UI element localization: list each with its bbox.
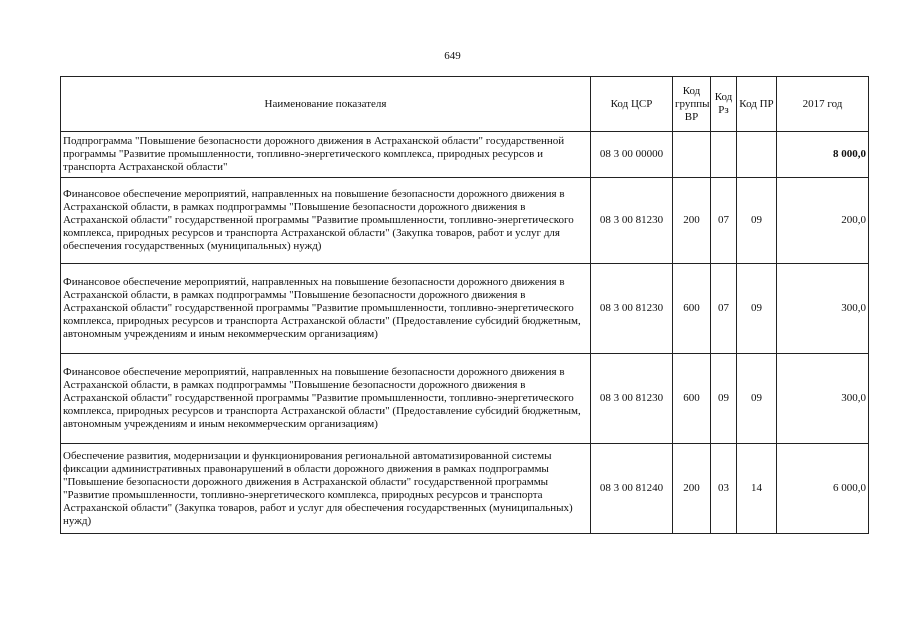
row-pr: 09 [737,264,777,354]
table-row [61,132,869,178]
row-csr: 08 3 00 81230 [591,264,673,354]
row-amount: 6 000,0 [777,444,869,534]
row-name: Подпрограмма "Повышение безопасности дорожного движения в Астраханской области" государственной программы "Развитие промышленности, топливно-энергетического комплекса, природных ресурсов и транспорта Астраханской области" [61,132,591,178]
row-pr [737,132,777,178]
row-name: Обеспечение развития, модернизации и функционирования региональной автоматизированной системы фиксации административных правонарушений в области дорожного движения в рамках подпрограммы "Повышение безопасности дорожного движения в Астраханской области" государственной программы "Развитие промышленности, топливно-энергетического комплекса, природных ресурсов и транспорта Астраханской области" (Закупка товаров, работ и услуг для обеспечения государственных (муниципальных) нужд) [61,444,591,534]
table-row [61,178,869,264]
header-csr: Код ЦСР [591,77,673,132]
row-vr [673,132,711,178]
table-header-row [61,77,869,132]
row-pr: 14 [737,444,777,534]
row-rz: 07 [711,178,737,264]
row-amount: 200,0 [777,178,869,264]
table-row [61,354,869,444]
row-pr: 09 [737,354,777,444]
row-csr: 08 3 00 81240 [591,444,673,534]
row-csr: 08 3 00 00000 [591,132,673,178]
row-name: Финансовое обеспечение мероприятий, направленных на повышение безопасности дорожного движения в Астраханской области, в рамках подпрограммы "Повышение безопасности дорожного движения в Астраханской области" государственной программы "Развитие промышленности, топливно-энергетического комплекса, природных ресурсов и транспорта Астраханской области" (Предоставление субсидий бюджетным, автономным учреждениям и иным некоммерческим организациям) [61,264,591,354]
row-vr: 200 [673,178,711,264]
row-pr: 09 [737,178,777,264]
row-name: Финансовое обеспечение мероприятий, направленных на повышение безопасности дорожного движения в Астраханской области, в рамках подпрограммы "Повышение безопасности дорожного движения в Астраханской области" государственной программы "Развитие промышленности, топливно-энергетического комплекса, природных ресурсов и транспорта Астраханской области" (Предоставление субсидий бюджетным, автономным учреждениям и иным некоммерческим организациям) [61,354,591,444]
row-vr: 200 [673,444,711,534]
row-rz: 03 [711,444,737,534]
row-name: Финансовое обеспечение мероприятий, направленных на повышение безопасности дорожного движения в Астраханской области, в рамках подпрограммы "Повышение безопасности дорожного движения в Астраханской области" государственной программы "Развитие промышленности, топливно-энергетического комплекса, природных ресурсов и транспорта Астраханской области" (Закупка товаров, работ и услуг для обеспечения государственных (муниципальных) нужд) [61,178,591,264]
table-row [61,444,869,534]
row-csr: 08 3 00 81230 [591,354,673,444]
row-vr: 600 [673,354,711,444]
header-name: Наименование показателя [61,77,591,132]
table-row [61,264,869,354]
row-amount: 300,0 [777,264,869,354]
row-vr: 600 [673,264,711,354]
row-rz: 09 [711,354,737,444]
budget-table [60,76,869,534]
row-rz [711,132,737,178]
header-vr: Код группы ВР [673,77,711,132]
row-csr: 08 3 00 81230 [591,178,673,264]
header-year: 2017 год [777,77,869,132]
row-amount: 8 000,0 [777,132,869,178]
page-number: 649 [444,50,461,62]
row-amount: 300,0 [777,354,869,444]
header-rz: Код Рз [711,77,737,132]
row-rz: 07 [711,264,737,354]
header-pr: Код ПР [737,77,777,132]
